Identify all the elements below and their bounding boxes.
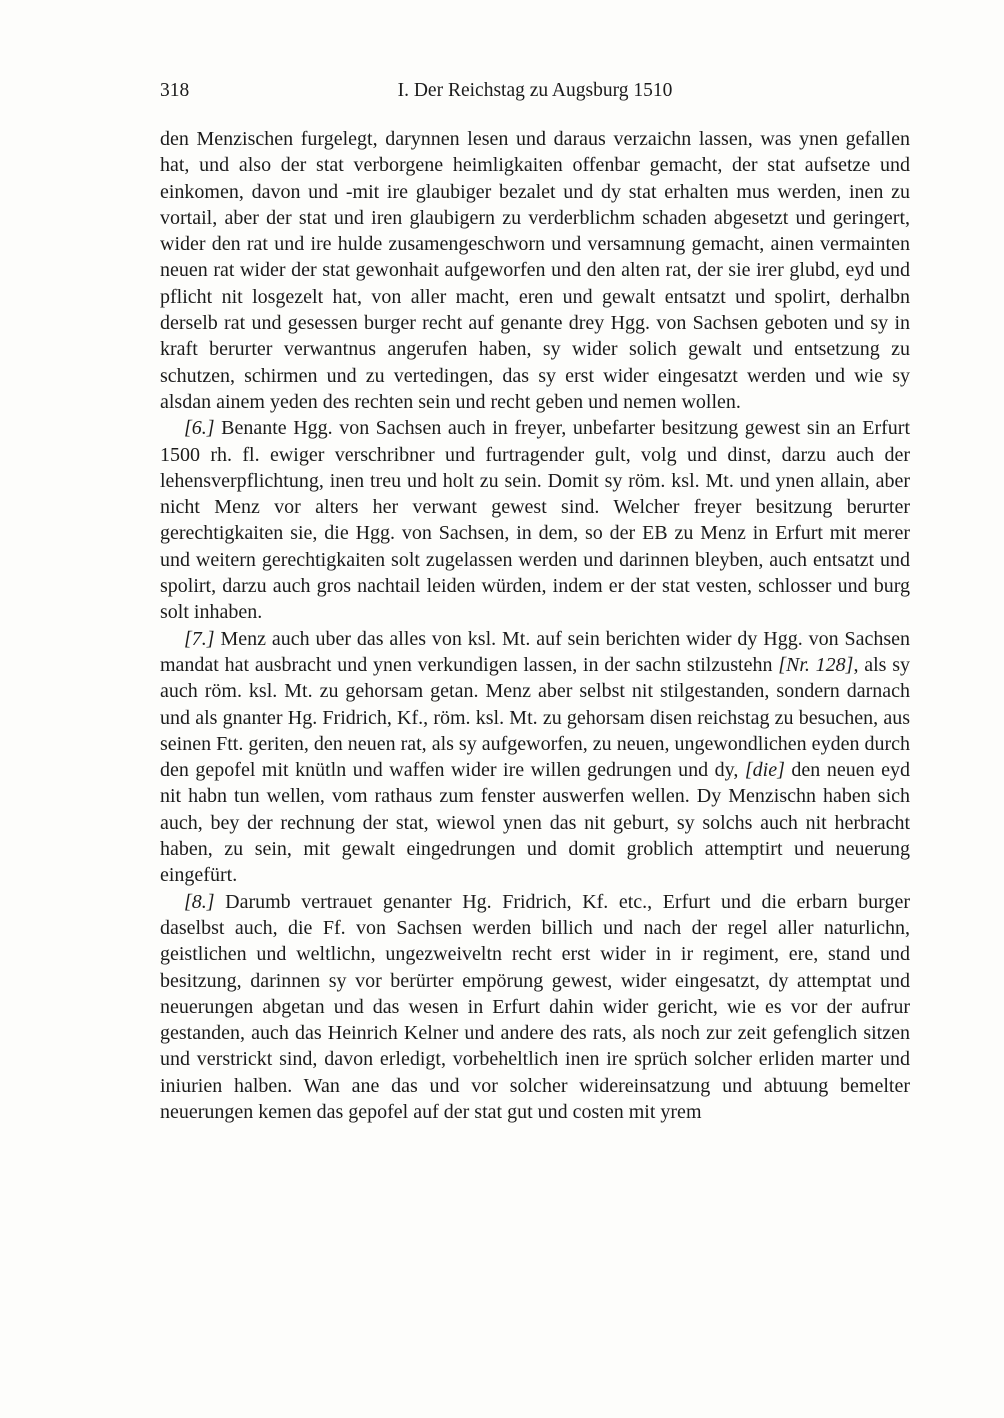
paragraph-marker: [7.]	[184, 627, 221, 650]
paragraph-marker: [6.]	[184, 417, 222, 440]
paragraph-marker: [8.]	[184, 890, 226, 913]
text-segment: Darumb vertrauet genanter Hg. Fridrich, Kf. etc., Erfurt und die erbarn burger daselbst auch, die Ff. von Sachsen werden billich und nach der regel aller naturlichn, geistlichen und weltlichn, ungezweiveltn recht erst wider in ir regiment, ere, stand und besitzung, darinnen sy vor berürter empörung gewest, wider eingesatzt, dy attemptat und neuerungen abgetan und das wesen in Erfurt dahin wider gericht, wie es vor der aufrur gestanden, auch das Heinrich Kelner und andere des rats, als noch zur zeit gefenglich sitzen und verstrickt sind, davon erledigt, vorbeheltlich inen ire sprüch solcher erliden marter und iniurien halben. Wan ane das und vor solcher widereinsatzung und abtuung bemelter neuerungen kemen das gepofel auf der stat gut und costen mit yrem	[160, 890, 910, 1123]
text-segment: , als sy auch röm. ksl. Mt. zu gehorsam getan. Menz aber selbst nit stilgestanden, sondern darnach und als gnanter Hg. Fridrich, Kf., röm. ksl. Mt. zu gehorsam disen reichstag zu besuchen, aus seinen Ftt. geriten, den neuen rat, als sy aufgeworfen, zu neuen, ungewondlichen eyden durch den gepofel mit knütln und waffen wider ire willen gedrungen und dy,	[160, 653, 911, 782]
text-segment: den Menzischen furgelegt, darynnen lesen und daraus verzaichn lassen, was ynen gefallen hat, und also der stat verborgene heimligkaiten offenbar gemacht, der stat aufsetze und einkomen, davon und -mit ire glaubiger bezalet und dy stat erhalten mus werden, inen zu vortail, aber der stat und iren glaubigern zu verderblichm schaden abgesetzt und geringert, wider den rat und ire hulde zusamengeschworn und versamnung gemacht, ainen vermainten neuen rat wider der stat gewonhait aufgeworfen und den alten rat, der sie irer glubd, eyd und pflicht nit losgezelt hat, von aller macht, eren und gewalt entsatzt und spolirt, derhalbn derselb rat und gesessen burger recht auf genante drey Hgg. von Sachsen geboten und sy in kraft berurter verwantnus angerufen haben, sy wider solich gewalt und entsetzung zu schutzen, schirmen und zu vertedingen, das sy erst wider eingesatzt werden und wie sy alsdan ainem yeden des rechten sein und recht geben und nemen wollen.	[160, 128, 910, 413]
citation-reference: [Nr. 128]	[778, 653, 854, 676]
paragraph-continuation	[160, 126, 910, 415]
text-segment: den neuen eyd nit habn tun wellen, vom rathaus zum fenster auswerfen wellen. Dy Menzischn haben sich auch, bey der rechnung der stat, wiewol ynen das nit geburt, sy solchs auch nit herbracht haben, zu sein, mit gewalt eingedrungen und domit groblich attemptirt und neuerung eingefürt.	[160, 759, 910, 887]
page-number: 318	[160, 80, 190, 101]
paragraph-8	[160, 889, 910, 1126]
text-segment: Benante Hgg. von Sachsen auch in freyer, unbefarter besitzung gewest sin an Erfurt 1500 rh. fl. ewiger verschribner und furtragender gult, volg und dinst, darzu auch der lehensverpflichtung, inen treu und holt zu sein. Domit sy röm. ksl. Mt. und ynen allain, aber nicht Menz vor alters her verwant gewest sind. Welcher freyer besitzung berurter gerechtigkaiten sie, die Hgg. von Sachsen, in dem, so der EB zu Menz in Erfurt mit merer und weitern gerechtigkaiten solt zugelassen werden und darinnen bleyben, auch entsatzt und spolirt, darzu auch gros nachtail leiden würden, indem er der stat vesten, schlosser und burg solt inhaben.	[160, 417, 910, 624]
text-segment: Menz auch uber das alles von ksl. Mt. auf sein berichten wider dy Hgg. von Sachsen mandat hat ausbracht und ynen verkundigen lassen, in der sachn stilzustehn	[160, 627, 910, 676]
paragraph-7	[160, 626, 910, 889]
page-body	[160, 126, 910, 1125]
running-head: I. Der Reichstag zu Augsburg 1510	[397, 80, 673, 101]
editorial-insertion: [die]	[744, 759, 785, 782]
page-header	[160, 80, 910, 106]
paragraph-6	[160, 415, 910, 625]
